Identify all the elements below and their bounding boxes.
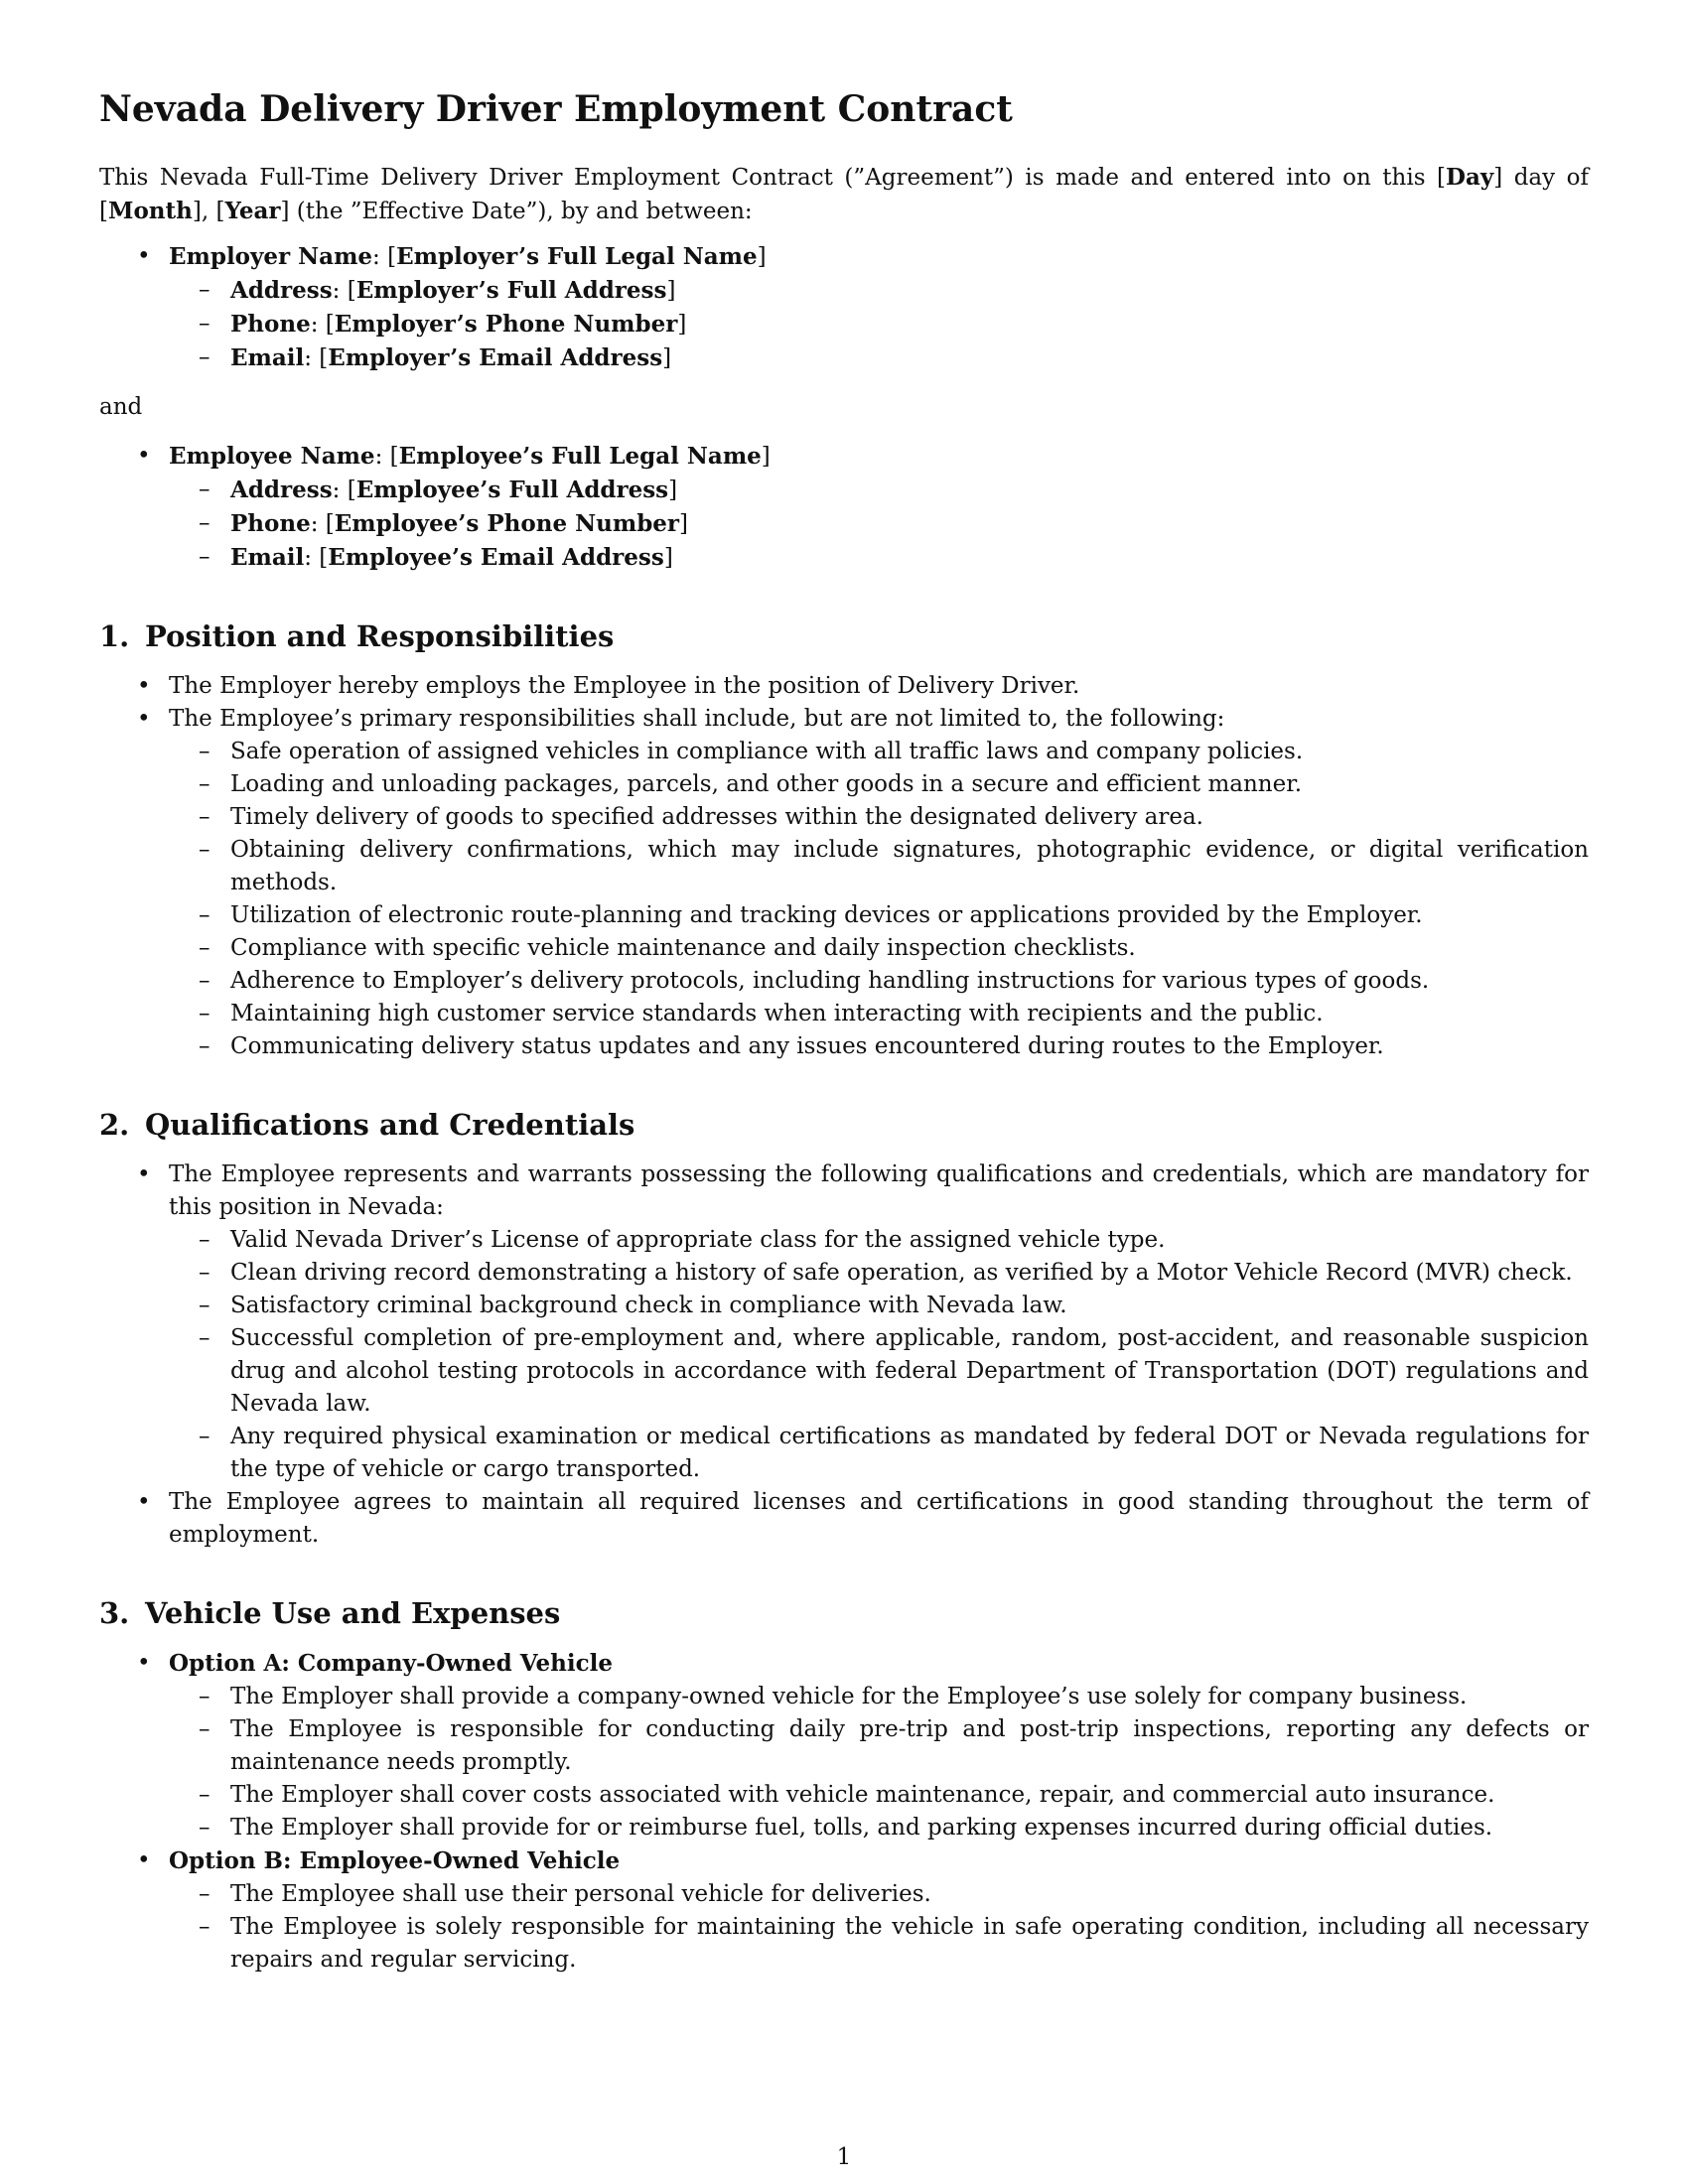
list-item: – Valid Nevada Driver’s License of appropriate class for the assigned vehicle type. bbox=[99, 1224, 1589, 1257]
list-item: – Satisfactory criminal background check in compliance with Nevada law. bbox=[99, 1290, 1589, 1322]
employee-details bbox=[169, 474, 1589, 575]
section-number: 3. bbox=[99, 1596, 130, 1630]
employer-address-value: Employer’s Full Address bbox=[355, 277, 667, 304]
employer-name-item: • Employer Name: [Employer’s Full Legal Name] – Address: [Employer’s Full Address] – Phone: [Employer’s Phone Number] – Email: [Employer’s Email Address] bbox=[99, 240, 1589, 375]
employee-phone-label: Phone bbox=[230, 510, 311, 537]
section-1-heading bbox=[99, 618, 1589, 654]
employee-name-item: • Employee Name: [Employee’s Full Legal Name] – Address: [Employee’s Full Address] – Phone: [Employee’s Phone Number] – Email: [Employee’s Email Address] bbox=[99, 440, 1589, 575]
intro-paragraph bbox=[99, 161, 1589, 228]
section-1-list bbox=[99, 670, 1589, 1063]
option-b-list bbox=[169, 1878, 1589, 1977]
employer-details bbox=[169, 274, 1589, 375]
section-title: Position and Responsibilities bbox=[145, 619, 615, 653]
month-placeholder: Month bbox=[107, 198, 193, 224]
employee-address-item: – Address: [Employee’s Full Address] bbox=[99, 474, 1589, 507]
employer-address-label: Address bbox=[230, 277, 333, 304]
employer-phone-value: Employer’s Phone Number bbox=[334, 311, 678, 338]
list-item: – Maintaining high customer service standards when interacting with recipients and the public. bbox=[99, 998, 1589, 1030]
section-title: Vehicle Use and Expenses bbox=[145, 1596, 561, 1630]
list-item: – Compliance with specific vehicle maintenance and daily inspection checklists. bbox=[99, 932, 1589, 965]
option-a-title: Option A: Company-Owned Vehicle bbox=[169, 1650, 613, 1677]
employer-address-item: – Address: [Employer’s Full Address] bbox=[99, 274, 1589, 308]
list-item: – Timely delivery of goods to specified addresses within the designated delivery area. bbox=[99, 801, 1589, 834]
list-item: – Clean driving record demonstrating a history of safe operation, as verified by a Motor Vehicle Record (MVR) check. bbox=[99, 1257, 1589, 1290]
list-item: – Obtaining delivery confirmations, which may include signatures, photographic evidence, or digital verification methods. bbox=[99, 834, 1589, 899]
section-3-list bbox=[99, 1647, 1589, 1977]
list-item bbox=[99, 703, 1589, 1063]
employee-name-label: Employee Name bbox=[169, 443, 375, 470]
section-2-heading bbox=[99, 1107, 1589, 1143]
employer-phone-item: – Phone: [Employer’s Phone Number] bbox=[99, 308, 1589, 341]
list-item: – Adherence to Employer’s delivery protocols, including handling instructions for various types of goods. bbox=[99, 965, 1589, 998]
employer-name-value: Employer’s Full Legal Name bbox=[396, 243, 758, 270]
list-item: – Loading and unloading packages, parcels, and other goods in a secure and efficient manner. bbox=[99, 768, 1589, 801]
employee-email-item: – Email: [Employee’s Email Address] bbox=[99, 541, 1589, 575]
list-item: • The Employer hereby employs the Employee in the position of Delivery Driver. bbox=[99, 670, 1589, 703]
option-a-item bbox=[99, 1647, 1589, 1844]
employer-email-value: Employer’s Email Address bbox=[328, 344, 663, 371]
document-page bbox=[99, 87, 1589, 1977]
page-number: 1 bbox=[836, 2144, 852, 2170]
list-item: – The Employer shall provide a company-owned vehicle for the Employee’s use solely for company business. bbox=[99, 1681, 1589, 1713]
responsibilities-list bbox=[169, 736, 1589, 1063]
section-2-list bbox=[99, 1159, 1589, 1552]
intro-text: ] day of [ bbox=[99, 165, 1590, 224]
employee-email-label: Email bbox=[230, 544, 305, 571]
list-item: – The Employer shall cover costs associated with vehicle maintenance, repair, and commercial auto insurance. bbox=[99, 1779, 1589, 1812]
list-item: – The Employee shall use their personal vehicle for deliveries. bbox=[99, 1878, 1589, 1911]
year-placeholder: Year bbox=[224, 198, 281, 224]
list-item-text: The Employee represents and warrants possessing the following qualifications and credentials, which are mandatory for this position in Nevada: bbox=[169, 1161, 1589, 1220]
section-title: Qualifications and Credentials bbox=[145, 1108, 635, 1142]
list-item-text: The Employee’s primary responsibilities shall include, but are not limited to, the following: bbox=[169, 706, 1225, 732]
employer-block bbox=[99, 240, 1589, 375]
employee-phone-item: – Phone: [Employee’s Phone Number] bbox=[99, 507, 1589, 541]
section-number: 1. bbox=[99, 619, 130, 653]
intro-text: ] (the ”Effective Date”), by and between: bbox=[280, 199, 753, 224]
section-3-heading bbox=[99, 1595, 1589, 1631]
list-item bbox=[99, 1159, 1589, 1486]
employee-email-value: Employee’s Email Address bbox=[328, 544, 664, 571]
list-item: – Utilization of electronic route-planning and tracking devices or applications provided by the Employer. bbox=[99, 899, 1589, 932]
option-a-list bbox=[169, 1681, 1589, 1844]
employer-email-label: Email bbox=[230, 344, 305, 371]
list-item: – Successful completion of pre-employment and, where applicable, random, post-accident, and reasonable suspicion drug and alcohol testing protocols in accordance with federal Department of Transportation (DOT) regulations and Nevada law. bbox=[99, 1322, 1589, 1421]
option-b-item bbox=[99, 1844, 1589, 1977]
list-item: – The Employee is solely responsible for maintaining the vehicle in safe operating condition, including all necessary repairs and regular servicing. bbox=[99, 1911, 1589, 1977]
day-placeholder: Day bbox=[1446, 164, 1494, 191]
list-item: – The Employee is responsible for conducting daily pre-trip and post-trip inspections, reporting any defects or maintenance needs promptly. bbox=[99, 1713, 1589, 1779]
list-item: – Any required physical examination or medical certifications as mandated by federal DOT or Nevada regulations for the type of vehicle or cargo transported. bbox=[99, 1421, 1589, 1486]
option-b-title: Option B: Employee-Owned Vehicle bbox=[169, 1847, 621, 1874]
document-title: Nevada Delivery Driver Employment Contract bbox=[99, 88, 1013, 130]
section-number: 2. bbox=[99, 1108, 130, 1142]
list-item: • The Employee agrees to maintain all required licenses and certifications in good standing throughout the term of employment. bbox=[99, 1486, 1589, 1552]
intro-text: ], [ bbox=[192, 199, 225, 224]
list-item: – Safe operation of assigned vehicles in compliance with all traffic laws and company policies. bbox=[99, 736, 1589, 768]
employer-phone-label: Phone bbox=[230, 311, 311, 338]
intro-text: This Nevada Full-Time Delivery Driver Employment Contract (”Agreement”) is made and entered into on this [ bbox=[99, 165, 1446, 191]
and-text: and bbox=[99, 394, 143, 420]
employee-block bbox=[99, 440, 1589, 575]
employee-name-value: Employee’s Full Legal Name bbox=[398, 443, 762, 470]
employee-phone-value: Employee’s Phone Number bbox=[334, 510, 680, 537]
qualifications-list bbox=[169, 1224, 1589, 1486]
list-item: – The Employer shall provide for or reimburse fuel, tolls, and parking expenses incurred during official duties. bbox=[99, 1812, 1589, 1844]
list-item: – Communicating delivery status updates and any issues encountered during routes to the Employer. bbox=[99, 1030, 1589, 1063]
employee-address-label: Address bbox=[230, 477, 333, 503]
employee-address-value: Employee’s Full Address bbox=[355, 477, 669, 503]
employer-name-label: Employer Name bbox=[169, 243, 373, 270]
employer-email-item: – Email: [Employer’s Email Address] bbox=[99, 341, 1589, 375]
